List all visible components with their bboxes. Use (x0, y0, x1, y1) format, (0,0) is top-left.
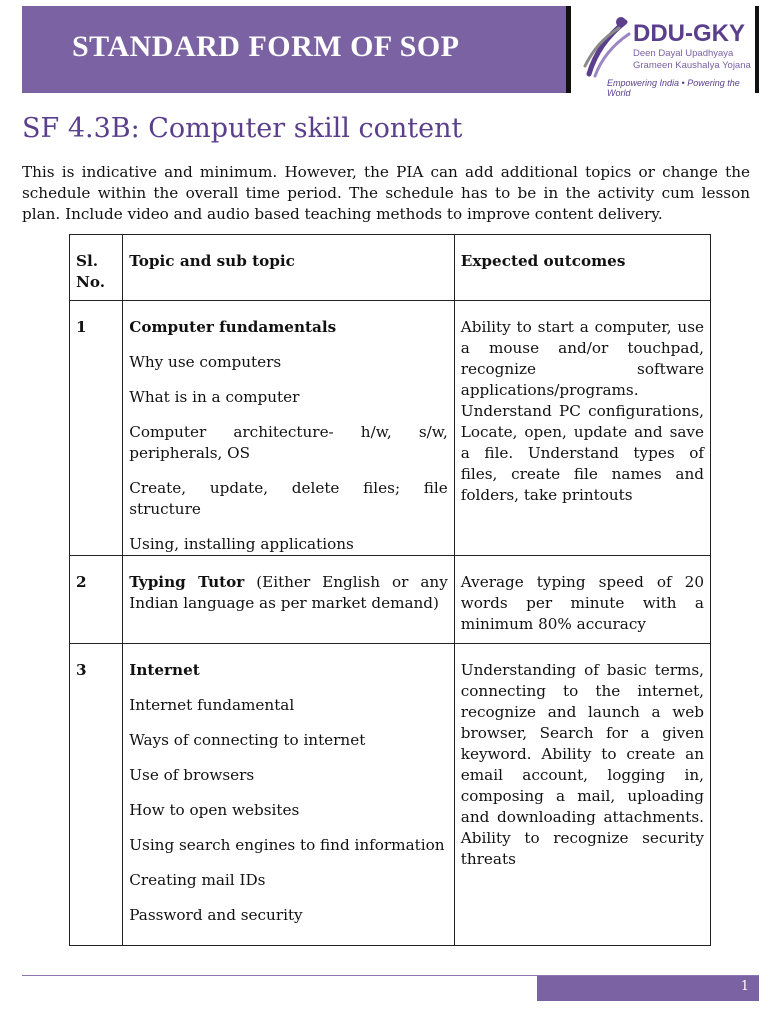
logo-subtitle-line2: Grameen Kaushalya Yojana (633, 60, 751, 71)
topic-cell (123, 644, 455, 946)
subtopic: Use of browsers (129, 766, 255, 784)
section-title: SF 4.3B: Computer skill content (22, 113, 463, 144)
row-number (70, 644, 123, 946)
outcome-cell (454, 644, 710, 946)
outcome-text: Understanding of basic terms, connecting to the internet, recognize and launch a web browser, Search for a given keyword. Ability to create an email account, logging in, composing a mail, uploading and downloading attachments. Ability to recognize security threats (460, 661, 704, 868)
footer-bar (537, 976, 759, 1001)
document-title: STANDARD FORM OF SOP (72, 30, 460, 63)
subtopic: What is in a computer (129, 388, 300, 406)
row-number-text: 1 (76, 318, 87, 336)
outcome-text: Average typing speed of 20 words per minute with a minimum 80% accuracy (460, 573, 704, 633)
subtopic: Using search engines to find information (129, 836, 445, 854)
ddu-gky-logo-icon (581, 14, 633, 78)
row-number-text: 2 (76, 573, 87, 591)
subtopic: Using, installing applications (129, 535, 354, 553)
table-row (70, 644, 711, 946)
topic-cell (123, 301, 455, 556)
table-header-row (70, 235, 711, 301)
topic-cell (123, 556, 455, 644)
logo-subtitle-line1: Deen Dayal Upadhyaya (633, 48, 734, 59)
subtopic: Ways of connecting to internet (129, 731, 366, 749)
topic-heading: Typing Tutor (129, 573, 245, 591)
topic-heading: Internet (129, 661, 200, 679)
subtopic: Password and security (129, 906, 303, 924)
page-number: 1 (740, 979, 749, 994)
subtopic: Computer architecture- h/w, s/w, peripherals, OS (129, 423, 448, 462)
topic-heading: Computer fundamentals (129, 318, 337, 336)
table-row (70, 556, 711, 644)
row-number-text: 3 (76, 661, 87, 679)
subtopic: How to open websites (129, 801, 300, 819)
header-outcomes: Expected outcomes (454, 235, 710, 301)
outcome-text: Ability to start a computer, use a mouse and/or touchpad, recognize software applications/programs. Understand PC configurations, Locate, open, update and save a file. Understand types of files, create file names and folders, take printouts (460, 318, 704, 504)
outcome-cell (454, 556, 710, 644)
subtopic: Create, update, delete files; file structure (129, 479, 448, 518)
table-row (70, 301, 711, 556)
logo-name: DDU-GKY (633, 20, 745, 47)
topic-heading-suffix: (Either English or any Indian language as per market demand) (129, 573, 448, 612)
header-sl-no: Sl. No. (70, 235, 123, 301)
logo-tagline: Empowering India • Powering the World (607, 78, 740, 98)
subtopic: Internet fundamental (129, 696, 295, 714)
ddu-gky-logo (566, 6, 756, 98)
row-number (70, 556, 123, 644)
outcome-cell (454, 301, 710, 556)
intro-paragraph: This is indicative and minimum. However, the PIA can add additional topics or change the schedule within the overall time period. The schedule has to be in the activity cum lesson plan. Include video and audio based teaching methods to improve content delivery. (22, 163, 750, 223)
subtopic: Why use computers (129, 353, 282, 371)
computer-skill-table (69, 234, 711, 946)
header-topic: Topic and sub topic (123, 235, 455, 301)
row-number (70, 301, 123, 556)
topic-description (129, 572, 448, 614)
subtopic: Creating mail IDs (129, 871, 266, 889)
